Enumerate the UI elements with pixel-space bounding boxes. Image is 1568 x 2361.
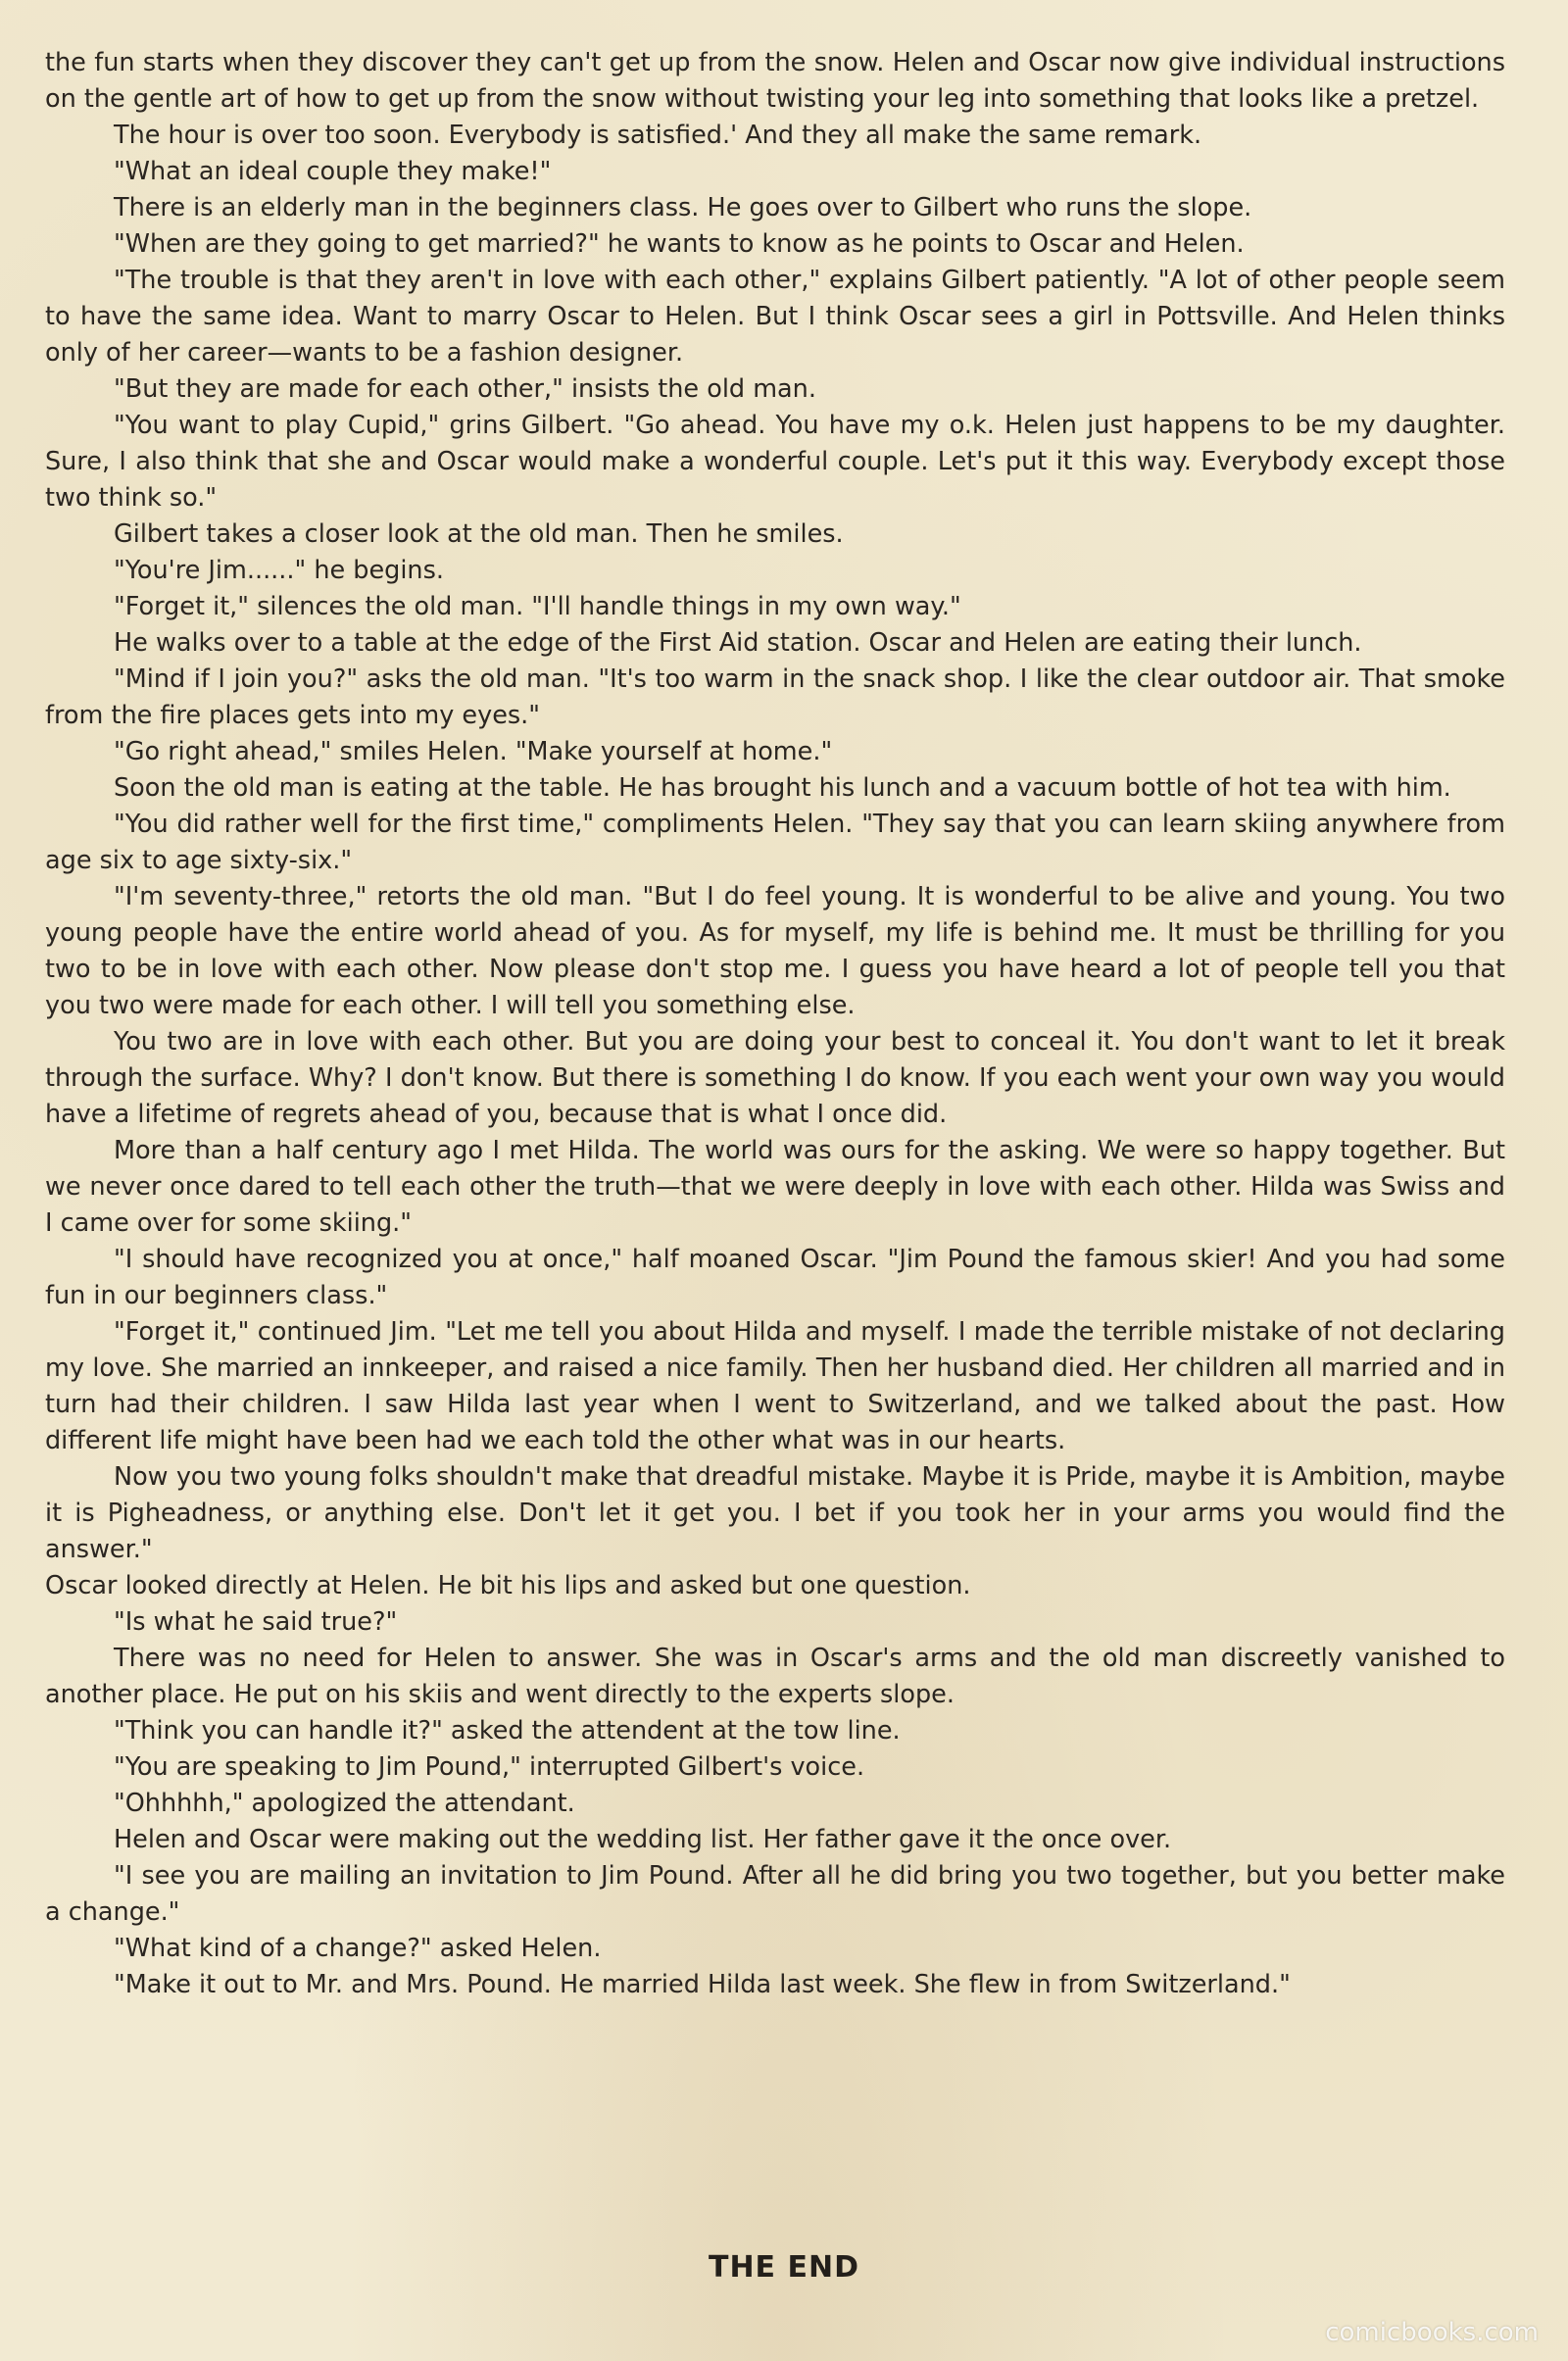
paragraph: "You are speaking to Jim Pound," interrupted Gilbert's voice. xyxy=(114,1752,865,1782)
paragraph: "I should have recognized you at once," half moaned Oscar. "Jim Pound the famous skier! And you had some fun in our beginners class." xyxy=(45,1245,1505,1310)
paragraph: Oscar looked directly at Helen. He bit his lips and asked but one question. xyxy=(45,1571,971,1600)
paragraph: "Forget it," silences the old man. "I'll handle things in my own way." xyxy=(114,592,961,621)
paragraph: He walks over to a table at the edge of the First Aid station. Oscar and Helen are eating their lunch. xyxy=(114,628,1362,658)
paragraph: More than a half century ago I met Hilda. The world was ours for the asking. We were so happy together. But we never once dared to tell each other the truth—that we were deeply in love with each other. Hilda was Swiss and I came over for some skiing." xyxy=(45,1136,1505,1238)
paragraph: "What kind of a change?" asked Helen. xyxy=(114,1934,602,1963)
paragraph: "Is what he said true?" xyxy=(114,1607,398,1637)
paragraph: There was no need for Helen to answer. She was in Oscar's arms and the old man discreetly vanished to another place. He put on his skiis and went directly to the experts slope. xyxy=(45,1644,1505,1709)
paragraph: "You want to play Cupid," grins Gilbert. "Go ahead. You have my o.k. Helen just happens to be my daughter. Sure, I also think that she and Oscar would make a wonderful couple. Let's put it this way. Everybody except those two think so." xyxy=(45,411,1505,513)
paragraph: There is an elderly man in the beginners class. He goes over to Gilbert who runs the slope. xyxy=(114,193,1252,222)
paragraph: Gilbert takes a closer look at the old man. Then he smiles. xyxy=(114,519,844,549)
paragraph: "Forget it," continued Jim. "Let me tell you about Hilda and myself. I made the terrible mistake of not declaring my love. She married an innkeeper, and raised a nice family. Then her husband died. Her children all married and in turn had their children. I saw Hilda last year when I went to Switzerland, and we talked about the past. How different life might have been had we each told the other what was in our hearts. xyxy=(45,1317,1505,1455)
paragraph: "Go right ahead," smiles Helen. "Make yourself at home." xyxy=(114,737,833,766)
paragraph: Soon the old man is eating at the table. He has brought his lunch and a vacuum bottle of hot tea with him. xyxy=(114,773,1451,803)
paragraph: "Mind if I join you?" asks the old man. "It's too warm in the snack shop. I like the clear outdoor air. That smoke from the fire places gets into my eyes." xyxy=(45,664,1505,730)
paragraph: Helen and Oscar were making out the wedding list. Her father gave it the once over. xyxy=(114,1825,1172,1854)
watermark: comicbooks.com xyxy=(1325,2318,1539,2347)
paragraph: "Ohhhhh," apologized the attendant. xyxy=(114,1789,575,1818)
story-text xyxy=(45,45,1505,2003)
paragraph: "The trouble is that they aren't in love with each other," explains Gilbert patiently. "A lot of other people seem to have the same idea. Want to marry Oscar to Helen. But I think Oscar sees a girl in Pottsville. And Helen thinks only of her career—wants to be a fashion designer. xyxy=(45,266,1505,368)
paragraph: "I see you are mailing an invitation to Jim Pound. After all he did bring you two together, but you better make a change." xyxy=(45,1861,1505,1927)
paragraph: "I'm seventy-three," retorts the old man. "But I do feel young. It is wonderful to be alive and young. You two young people have the entire world ahead of you. As for myself, my life is behind me. It must be thrilling for you two to be in love with each other. Now please don't stop me. I guess you have heard a lot of people tell you that you two were made for each other. I will tell you something else. xyxy=(45,882,1505,1020)
paragraph: "What an ideal couple they make!" xyxy=(114,157,552,186)
paragraph: "Make it out to Mr. and Mrs. Pound. He married Hilda last week. She flew in from Switzerland." xyxy=(114,1970,1291,1999)
paragraph: "But they are made for each other," insists the old man. xyxy=(114,374,816,404)
paragraph: "You did rather well for the first time," compliments Helen. "They say that you can learn skiing anywhere from age six to age sixty-six." xyxy=(45,810,1505,875)
paragraph: "You're Jim......" he begins. xyxy=(114,556,444,585)
the-end-label: THE END xyxy=(708,2250,859,2285)
paragraph: "When are they going to get married?" he wants to know as he points to Oscar and Helen. xyxy=(114,229,1245,259)
paragraph: The hour is over too soon. Everybody is satisfied.' And they all make the same remark. xyxy=(114,121,1202,150)
paragraph: "Think you can handle it?" asked the attendent at the tow line. xyxy=(114,1716,901,1746)
paragraph: the fun starts when they discover they can't get up from the snow. Helen and Oscar now give individual instructions on the gentle art of how to get up from the snow without twisting your leg into something that looks like a pretzel. xyxy=(45,48,1505,114)
paragraph: Now you two young folks shouldn't make that dreadful mistake. Maybe it is Pride, maybe it is Ambition, maybe it is Pigheadness, or anything else. Don't let it get you. I bet if you took her in your arms you would find the answer." xyxy=(45,1462,1505,1564)
paragraph: You two are in love with each other. But you are doing your best to conceal it. You don't want to let it break through the surface. Why? I don't know. But there is something I do know. If you each went your own way you would have a lifetime of regrets ahead of you, because that is what I once did. xyxy=(45,1027,1505,1129)
